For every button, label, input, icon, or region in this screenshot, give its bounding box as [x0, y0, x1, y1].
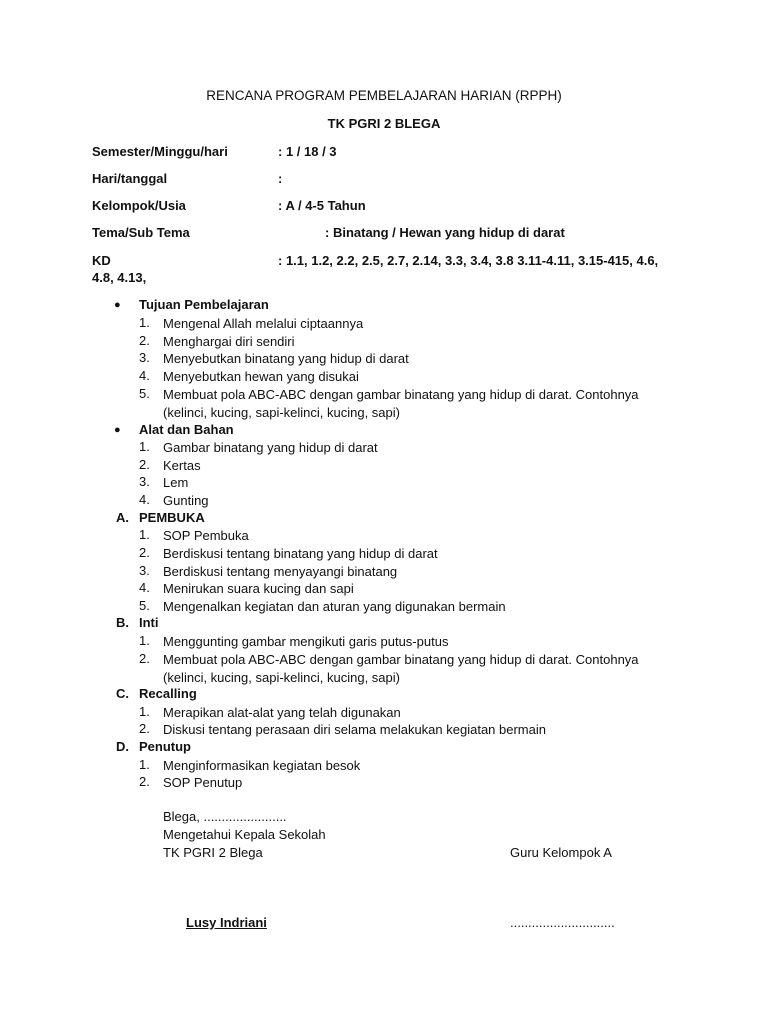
inti-heading: Inti	[139, 615, 159, 630]
penutup-item: SOP Penutup	[163, 775, 243, 790]
list-number: 1.	[139, 439, 150, 454]
list-number: 1.	[139, 633, 150, 648]
guru-name-placeholder: .............................	[510, 915, 615, 930]
list-number: 2.	[139, 545, 150, 560]
list-number: 2.	[139, 457, 150, 472]
list-number: 3.	[139, 474, 150, 489]
list-number: 3.	[139, 563, 150, 578]
kd-value: : 1.1, 1.2, 2.2, 2.5, 2.7, 2.14, 3.3, 3.4, 3.8 3.11-4.11, 3.15-415, 4.6,	[278, 253, 659, 268]
kd-label: KD	[92, 253, 111, 268]
document-title: RENCANA PROGRAM PEMBELAJARAN HARIAN (RPPH)	[206, 88, 562, 103]
hari-tanggal-label: Hari/tanggal	[92, 171, 168, 186]
list-number: 4.	[139, 368, 150, 383]
pembuka-item: Menirukan suara kucing dan sapi	[163, 581, 354, 596]
inti-item: Membuat pola ABC-ABC dengan gambar binatang yang hidup di darat. Contohnya (kelinci, kucing, sapi-kelinci, kucing, sapi)	[163, 652, 639, 685]
pembuka-letter: A.	[116, 510, 129, 525]
guru-kelompok-label: Guru Kelompok A	[510, 845, 612, 860]
recalling-heading: Recalling	[139, 686, 197, 701]
tema-value: : Binatang / Hewan yang hidup di darat	[325, 225, 565, 240]
alat-item: Gunting	[163, 493, 209, 508]
list-number: 5.	[139, 598, 150, 613]
kelompok-label: Kelompok/Usia	[92, 198, 186, 213]
pembuka-item: Berdiskusi tentang binatang yang hidup di darat	[163, 546, 438, 561]
kepala-sekolah-name: Lusy Indriani	[186, 915, 267, 930]
signature-school: TK PGRI 2 Blega	[163, 845, 263, 860]
recalling-letter: C.	[116, 686, 129, 701]
pembuka-item: Berdiskusi tentang menyayangi binatang	[163, 564, 398, 579]
tujuan-item: Mengenal Allah melalui ciptaannya	[163, 316, 364, 331]
alat-item: Gambar binatang yang hidup di darat	[163, 440, 378, 455]
school-name: TK PGRI 2 BLEGA	[327, 116, 441, 131]
recalling-item: Merapikan alat-alat yang telah digunakan	[163, 705, 401, 720]
tujuan-item: Menyebutkan binatang yang hidup di darat	[163, 351, 409, 366]
kelompok-value: : A / 4-5 Tahun	[278, 198, 366, 213]
list-number: 1.	[139, 757, 150, 772]
pembuka-heading: PEMBUKA	[139, 510, 205, 525]
bullet-icon: ●	[114, 299, 121, 311]
alat-heading: Alat dan Bahan	[139, 422, 234, 437]
tujuan-item: Menghargai diri sendiri	[163, 334, 295, 349]
bullet-icon: ●	[114, 424, 121, 436]
list-number: 1.	[139, 527, 150, 542]
tujuan-item: Membuat pola ABC-ABC dengan gambar binatang yang hidup di darat. Contohnya (kelinci, kucing, sapi-kelinci, kucing, sapi)	[163, 387, 639, 420]
list-number: 2.	[139, 774, 150, 789]
semester-value: : 1 / 18 / 3	[278, 144, 337, 159]
list-number: 4.	[139, 580, 150, 595]
alat-item: Kertas	[163, 458, 201, 473]
penutup-heading: Penutup	[139, 739, 191, 754]
tema-label: Tema/Sub Tema	[92, 225, 190, 240]
tujuan-heading: Tujuan Pembelajaran	[139, 297, 269, 312]
place-date: Blega, .......................	[163, 809, 287, 824]
list-number: 5.	[139, 386, 150, 401]
penutup-letter: D.	[116, 739, 129, 754]
pembuka-item: SOP Pembuka	[163, 528, 249, 543]
tujuan-item: Menyebutkan hewan yang disukai	[163, 369, 359, 384]
list-number: 2.	[139, 721, 150, 736]
kd-value-continued: 4.8, 4.13,	[92, 270, 147, 285]
recalling-item: Diskusi tentang perasaan diri selama melakukan kegiatan bermain	[163, 722, 546, 737]
list-number: 1.	[139, 315, 150, 330]
list-number: 2.	[139, 333, 150, 348]
list-number: 4.	[139, 492, 150, 507]
list-number: 2.	[139, 651, 150, 666]
penutup-item: Menginformasikan kegiatan besok	[163, 758, 361, 773]
inti-letter: B.	[116, 615, 129, 630]
inti-item: Menggunting gambar mengikuti garis putus-putus	[163, 634, 449, 649]
pembuka-item: Mengenalkan kegiatan dan aturan yang digunakan bermain	[163, 599, 506, 614]
list-number: 3.	[139, 350, 150, 365]
list-number: 1.	[139, 704, 150, 719]
semester-label: Semester/Minggu/hari	[92, 144, 228, 159]
mengetahui-text: Mengetahui Kepala Sekolah	[163, 827, 326, 842]
alat-item: Lem	[163, 475, 189, 490]
hari-tanggal-value: :	[278, 171, 283, 186]
